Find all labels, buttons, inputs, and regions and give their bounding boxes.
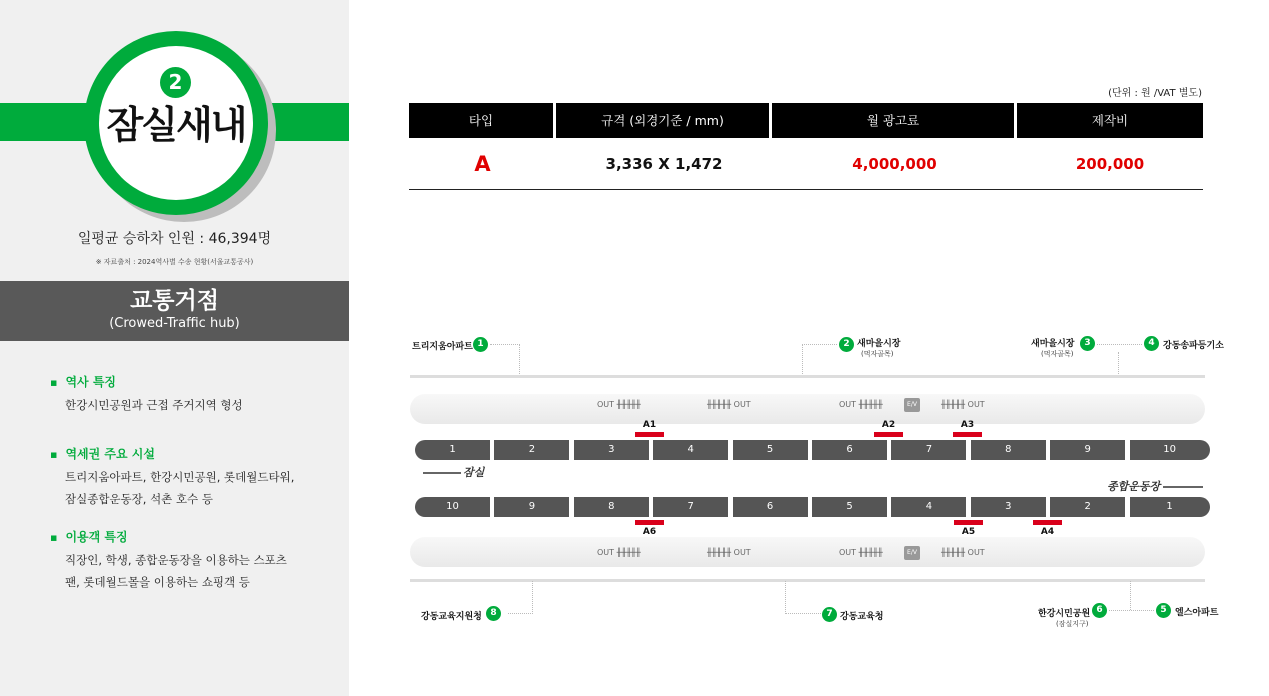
train-car: 4	[653, 440, 728, 460]
platform-bottom	[410, 537, 1205, 567]
feature-users	[50, 529, 330, 593]
stairs-icon: ╫╫╫╫╫	[616, 548, 641, 557]
ad-marker	[874, 432, 903, 437]
direction-label-left: 잠실	[463, 466, 485, 479]
header-size: 규격 (외경기준 / mm)	[556, 103, 772, 138]
exit-label: OUT	[733, 548, 751, 557]
feature-text: 한강시민공원과 근접 주거지역 형성	[65, 398, 243, 412]
landmark-connector	[785, 581, 821, 614]
landmark-name: 강동교육지원청	[421, 612, 482, 622]
ad-marker	[953, 432, 982, 437]
train-car: 8	[971, 440, 1046, 460]
ad-marker	[635, 432, 664, 437]
landmark-sub: (먹자골목)	[1041, 350, 1074, 358]
data-source-note: ※ 자료출처 : 2024역사별 수송 현황(서울교통공사)	[95, 258, 254, 266]
ad-label: A1	[642, 420, 657, 430]
price-table	[409, 103, 1203, 190]
cell-production-fee: 200,000	[1075, 155, 1145, 173]
landmark-name: 강동송파등기소	[1163, 341, 1224, 351]
landmark-connector	[1130, 581, 1131, 610]
stairs-icon: ╫╫╫╫╫	[616, 400, 641, 409]
feature-facilities	[50, 446, 330, 510]
exit-label: OUT	[839, 548, 857, 557]
landmark-connector	[802, 344, 837, 376]
feature-text	[65, 549, 330, 593]
train-car: 10	[1130, 440, 1210, 460]
exit-stairs	[839, 400, 883, 409]
landmark-connector	[1109, 610, 1154, 611]
exit-stairs	[941, 548, 985, 557]
ad-label: A2	[881, 420, 896, 430]
landmark-badge: 5	[1156, 603, 1171, 618]
table-row	[409, 138, 1203, 190]
landmark-connector	[1118, 352, 1119, 376]
landmark-connector	[1097, 344, 1142, 345]
landmark-badge: 1	[473, 337, 488, 352]
ad-marker	[1033, 520, 1062, 525]
exit-label: OUT	[967, 548, 985, 557]
exit-label: OUT	[597, 400, 615, 409]
train-car: 7	[653, 497, 728, 517]
exit-stairs	[941, 400, 985, 409]
arrow-left-icon	[423, 472, 461, 474]
landmark-badge: 8	[486, 606, 501, 621]
platform-top	[410, 394, 1205, 424]
train-car: 5	[733, 440, 808, 460]
station-name: 잠실새내	[106, 103, 246, 147]
ad-marker	[635, 520, 664, 525]
ad-marker	[954, 520, 983, 525]
train-car: 1	[1130, 497, 1210, 517]
landmark-name: 새마을시장	[857, 339, 901, 349]
feature-line: 팬, 롯데월드몰을 이용하는 쇼핑객 등	[65, 575, 250, 589]
ad-label: A3	[960, 420, 975, 430]
feature-text	[65, 466, 330, 510]
exit-label: OUT	[967, 400, 985, 409]
header-production-fee: 제작비	[1091, 113, 1129, 128]
stairs-icon: ╫╫╫╫╫	[707, 400, 732, 409]
direction-label-right: 종합운동장	[1107, 480, 1161, 493]
exit-label: OUT	[839, 400, 857, 409]
exit-label: OUT	[733, 400, 751, 409]
landmark-connector	[490, 344, 520, 376]
landmark-connector	[508, 581, 533, 614]
ad-label: A5	[961, 527, 976, 537]
landmark-sub: (먹자골목)	[861, 350, 894, 358]
unit-note: (단위 : 원 /VAT 별도)	[1108, 88, 1202, 99]
train-car: 4	[891, 497, 966, 517]
exit-stairs	[707, 400, 751, 409]
train-car: 2	[494, 440, 569, 460]
landmark-name: 강동교육청	[840, 612, 884, 622]
daily-ridership: 일평균 승하차 인원 : 46,394명	[77, 231, 272, 247]
exit-stairs	[707, 548, 751, 557]
landmark-badge: 6	[1092, 603, 1107, 618]
ad-label: A6	[642, 527, 657, 537]
exit-stairs	[597, 400, 641, 409]
feature-station	[50, 374, 330, 416]
street-line	[410, 375, 1205, 378]
station-info-panel	[0, 0, 349, 696]
feature-line: 트리지움아파트, 한강시민공원, 롯데월드타워,	[65, 470, 295, 484]
landmark-badge: 3	[1080, 336, 1095, 351]
header-monthly-fee: 월 광고료	[772, 103, 1017, 138]
stairs-icon: ╫╫╫╫╫	[858, 548, 883, 557]
cell-monthly-fee: 4,000,000	[852, 155, 937, 173]
arrow-right-icon	[1163, 486, 1203, 488]
train-car: 9	[494, 497, 569, 517]
train-car: 3	[574, 440, 649, 460]
train-car: 9	[1050, 440, 1125, 460]
feature-line: 잠실종합운동장, 석촌 호수 등	[65, 492, 213, 506]
elevator-icon: E/V	[904, 398, 920, 412]
train-car: 3	[971, 497, 1046, 517]
exit-stairs	[597, 548, 641, 557]
landmark-badge: 2	[839, 337, 854, 352]
stairs-icon: ╫╫╫╫╫	[858, 400, 883, 409]
feature-title: ▪ 이용객 특징	[50, 529, 330, 546]
line-number-badge: 2	[160, 67, 191, 98]
feature-title: ▪ 역세권 주요 시설	[50, 446, 330, 463]
train-car: 5	[812, 497, 887, 517]
stairs-icon: ╫╫╫╫╫	[707, 548, 732, 557]
cell-type: A	[474, 152, 491, 176]
feature-line: 직장인, 학생, 종합운동장을 이용하는 스포츠	[65, 553, 287, 567]
train-car: 2	[1050, 497, 1125, 517]
landmark-sub: (잠실지구)	[1056, 620, 1089, 628]
landmark-name: 트리지움아파트	[412, 342, 473, 352]
traffic-hub-banner	[0, 281, 349, 341]
header-type: 타입	[409, 103, 556, 138]
exit-label: OUT	[597, 548, 615, 557]
train-car: 10	[415, 497, 490, 517]
landmark-name: 엘스아파트	[1175, 608, 1219, 618]
elevator-icon: E/V	[904, 546, 920, 560]
exit-stairs	[839, 548, 883, 557]
platform-map	[405, 330, 1225, 630]
train-car: 8	[574, 497, 649, 517]
train-car: 1	[415, 440, 490, 460]
stairs-icon: ╫╫╫╫╫	[941, 400, 966, 409]
hub-title: 교통거점	[130, 288, 219, 314]
landmark-badge: 7	[822, 607, 837, 622]
train-car: 6	[812, 440, 887, 460]
train-car: 6	[733, 497, 808, 517]
landmark-badge: 4	[1144, 336, 1159, 351]
cell-size: 3,336 X 1,472	[605, 155, 723, 173]
table-header	[409, 103, 1203, 138]
landmark-name: 한강시민공원	[1038, 609, 1091, 619]
landmark-name: 새마을시장	[1031, 339, 1075, 349]
feature-title: ▪ 역사 특징	[50, 374, 330, 391]
stairs-icon: ╫╫╫╫╫	[941, 548, 966, 557]
hub-subtitle: (Crowed-Traffic hub)	[109, 316, 240, 331]
train-car: 7	[891, 440, 966, 460]
ad-label: A4	[1040, 527, 1055, 537]
